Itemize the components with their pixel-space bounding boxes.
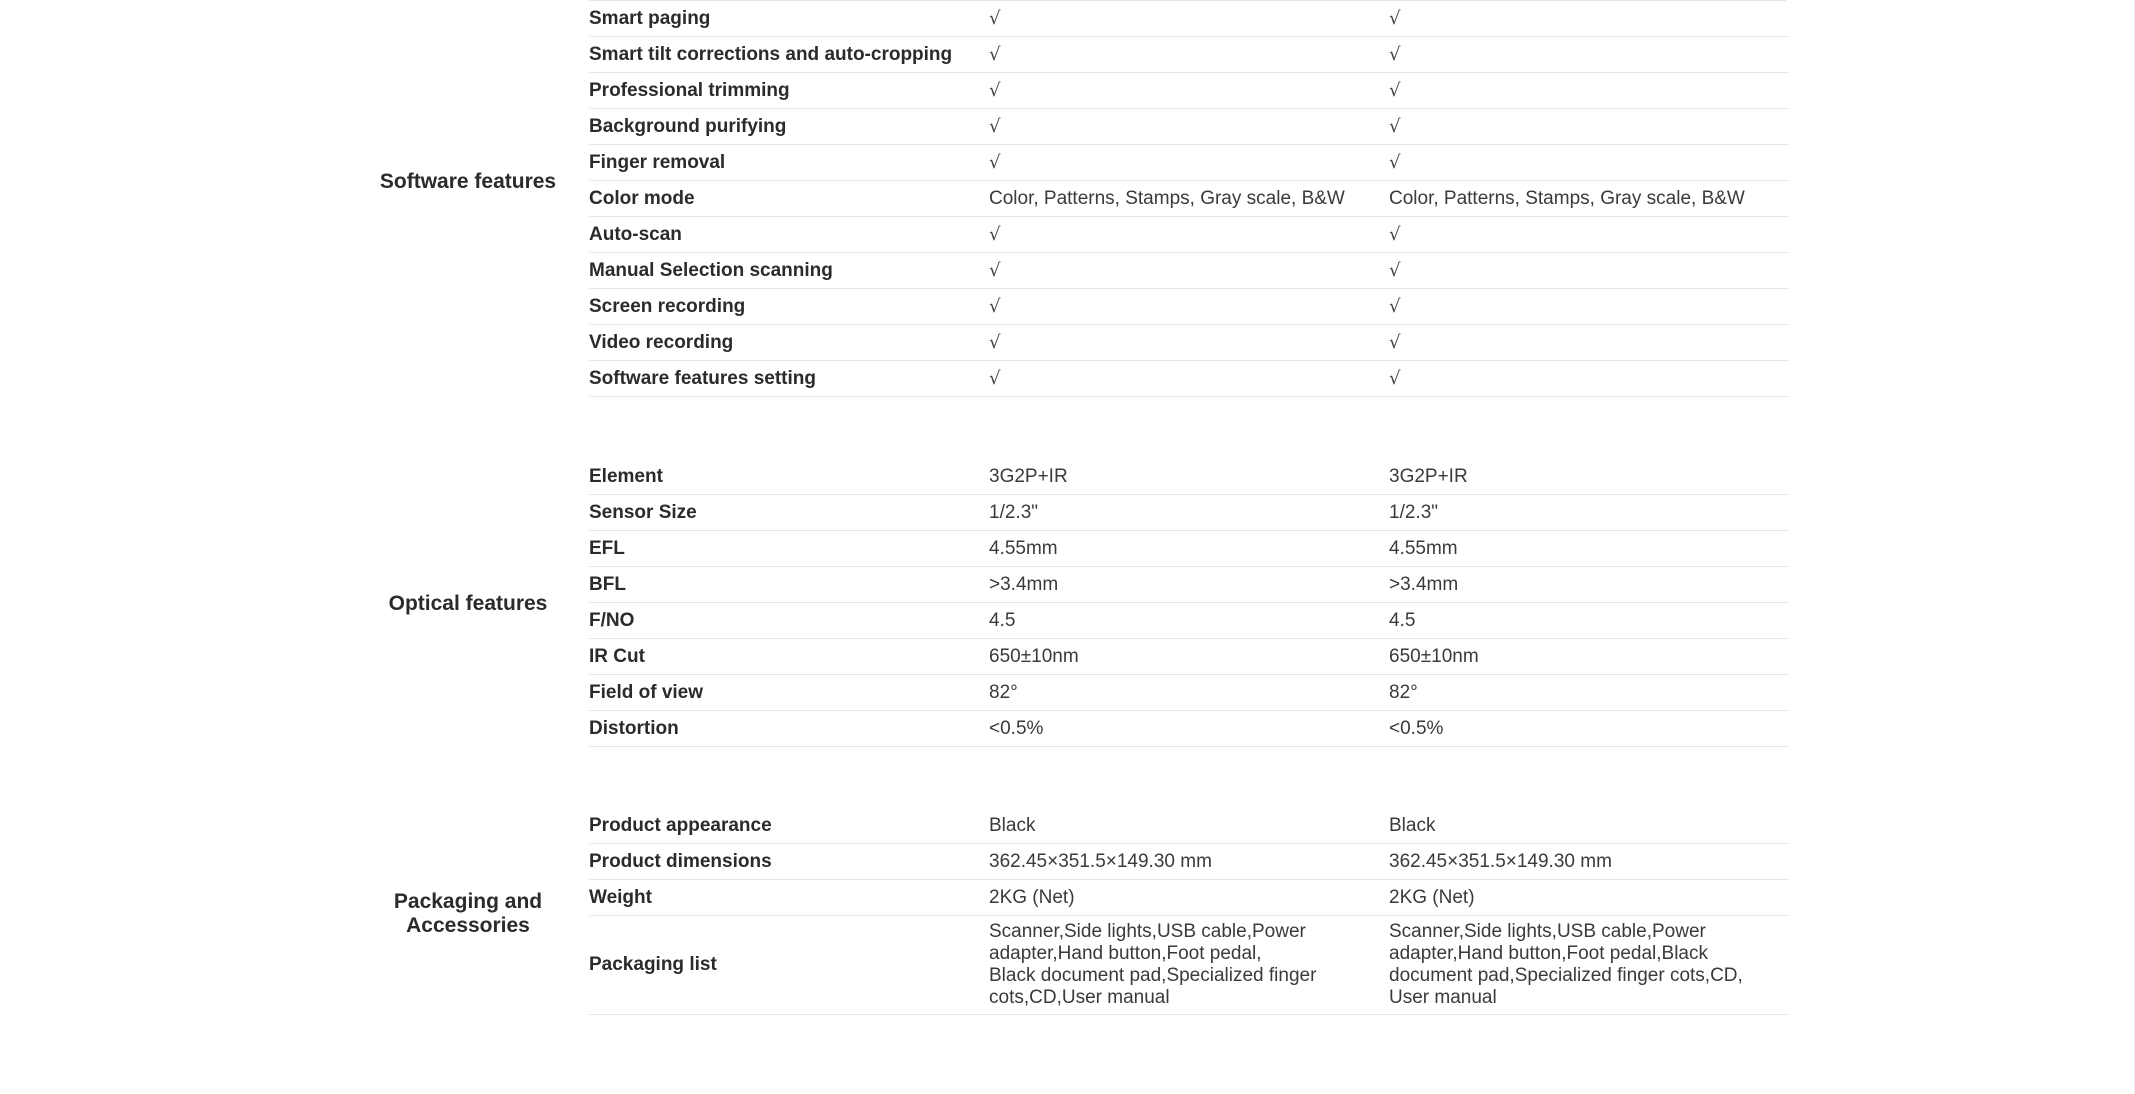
- model-1-value: √: [989, 145, 1389, 181]
- row-label: Smart tilt corrections and auto-cropping: [589, 37, 989, 73]
- model-1-value: Color, Patterns, Stamps, Gray scale, B&W: [989, 181, 1389, 217]
- table-row: [589, 531, 1789, 567]
- row-label: Video recording: [589, 325, 989, 361]
- row-label: Smart paging: [589, 1, 989, 37]
- model-2-value: 2KG (Net): [1389, 880, 1789, 916]
- model-2-value: 82°: [1389, 675, 1789, 711]
- model-2-value: √: [1389, 361, 1789, 397]
- model-2-value: √: [1389, 1, 1789, 37]
- row-label: BFL: [589, 567, 989, 603]
- row-label: F/NO: [589, 603, 989, 639]
- table-row: [589, 253, 1789, 289]
- row-label: EFL: [589, 531, 989, 567]
- section-title: Optical features: [388, 592, 548, 615]
- row-label: Distortion: [589, 711, 989, 747]
- table-row: [589, 567, 1789, 603]
- packaging-line: Black document pad,Specialized finger: [989, 965, 1317, 986]
- model-1-value: √: [989, 361, 1389, 397]
- packaging-line: document pad,Specialized finger cots,CD,: [1389, 965, 1743, 986]
- model-1-value: <0.5%: [989, 711, 1389, 747]
- row-label: Screen recording: [589, 289, 989, 325]
- model-1-value: √: [989, 217, 1389, 253]
- table-row: [589, 1, 1789, 37]
- spec-table-packaging: [589, 808, 1789, 1015]
- model-2-value: 3G2P+IR: [1389, 459, 1789, 495]
- row-label: Sensor Size: [589, 495, 989, 531]
- row-label: Professional trimming: [589, 73, 989, 109]
- model-1-value: √: [989, 1, 1389, 37]
- model-2-value: √: [1389, 37, 1789, 73]
- table-row: [589, 675, 1789, 711]
- table-row: [589, 880, 1789, 916]
- table-row: [589, 495, 1789, 531]
- row-label: Field of view: [589, 675, 989, 711]
- table-row: [589, 808, 1789, 844]
- model-1-value: √: [989, 289, 1389, 325]
- row-label: Manual Selection scanning: [589, 253, 989, 289]
- model-2-value: 650±10nm: [1389, 639, 1789, 675]
- packaging-line: adapter,Hand button,Foot pedal,Black: [1389, 943, 1709, 964]
- row-label: Product dimensions: [589, 844, 989, 880]
- row-label: Background purifying: [589, 109, 989, 145]
- model-2-value: 4.55mm: [1389, 531, 1789, 567]
- model-2-value: √: [1389, 289, 1789, 325]
- table-row: [589, 289, 1789, 325]
- row-label: Finger removal: [589, 145, 989, 181]
- model-2-value: >3.4mm: [1389, 567, 1789, 603]
- row-label: Software features setting: [589, 361, 989, 397]
- row-label: Element: [589, 459, 989, 495]
- model-1-value: √: [989, 73, 1389, 109]
- model-1-value: Black: [989, 808, 1389, 844]
- model-2-value: 1/2.3": [1389, 495, 1789, 531]
- packaging-line: Scanner,Side lights,USB cable,Power: [989, 921, 1306, 942]
- model-2-value: 4.5: [1389, 603, 1789, 639]
- model-1-value: 4.55mm: [989, 531, 1389, 567]
- table-row: [589, 325, 1789, 361]
- model-2-value: Black: [1389, 808, 1789, 844]
- model-1-value: [989, 916, 1389, 1015]
- table-row: [589, 916, 1789, 1015]
- row-label: Weight: [589, 880, 989, 916]
- model-1-value: 362.45×351.5×149.30 mm: [989, 844, 1389, 880]
- model-2-value: √: [1389, 253, 1789, 289]
- model-1-value: √: [989, 253, 1389, 289]
- row-label: IR Cut: [589, 639, 989, 675]
- table-row: [589, 361, 1789, 397]
- spec-table-software: [589, 1, 1789, 397]
- table-row: [589, 37, 1789, 73]
- model-2-value: √: [1389, 109, 1789, 145]
- table-row: [589, 844, 1789, 880]
- model-2-value: 362.45×351.5×149.30 mm: [1389, 844, 1789, 880]
- section-title: Packaging and Accessories: [393, 890, 543, 937]
- table-row: [589, 181, 1789, 217]
- section-title: Software features: [379, 170, 557, 193]
- packaging-line: Scanner,Side lights,USB cable,Power: [1389, 921, 1706, 942]
- model-1-value: 1/2.3": [989, 495, 1389, 531]
- table-row: [589, 711, 1789, 747]
- model-1-value: √: [989, 37, 1389, 73]
- table-row: [589, 603, 1789, 639]
- table-row: [589, 217, 1789, 253]
- model-2-value: √: [1389, 217, 1789, 253]
- table-row: [589, 73, 1789, 109]
- model-1-value: √: [989, 325, 1389, 361]
- row-label: Auto-scan: [589, 217, 989, 253]
- packaging-line: adapter,Hand button,Foot pedal,: [989, 943, 1262, 964]
- model-1-value: 4.5: [989, 603, 1389, 639]
- model-2-value: [1389, 916, 1789, 1015]
- model-2-value: √: [1389, 73, 1789, 109]
- model-2-value: <0.5%: [1389, 711, 1789, 747]
- row-label: Color mode: [589, 181, 989, 217]
- packaging-line: cots,CD,User manual: [989, 987, 1170, 1008]
- table-row: [589, 459, 1789, 495]
- model-1-value: √: [989, 109, 1389, 145]
- model-1-value: 650±10nm: [989, 639, 1389, 675]
- model-1-value: >3.4mm: [989, 567, 1389, 603]
- model-2-value: √: [1389, 145, 1789, 181]
- model-1-value: 3G2P+IR: [989, 459, 1389, 495]
- model-2-value: √: [1389, 325, 1789, 361]
- model-1-value: 2KG (Net): [989, 880, 1389, 916]
- packaging-line: User manual: [1389, 987, 1497, 1008]
- table-row: [589, 639, 1789, 675]
- table-row: [589, 109, 1789, 145]
- row-label: Product appearance: [589, 808, 989, 844]
- table-row: [589, 145, 1789, 181]
- row-label: Packaging list: [589, 916, 989, 1015]
- spec-table-optical: [589, 459, 1789, 747]
- model-1-value: 82°: [989, 675, 1389, 711]
- model-2-value: Color, Patterns, Stamps, Gray scale, B&W: [1389, 181, 1789, 217]
